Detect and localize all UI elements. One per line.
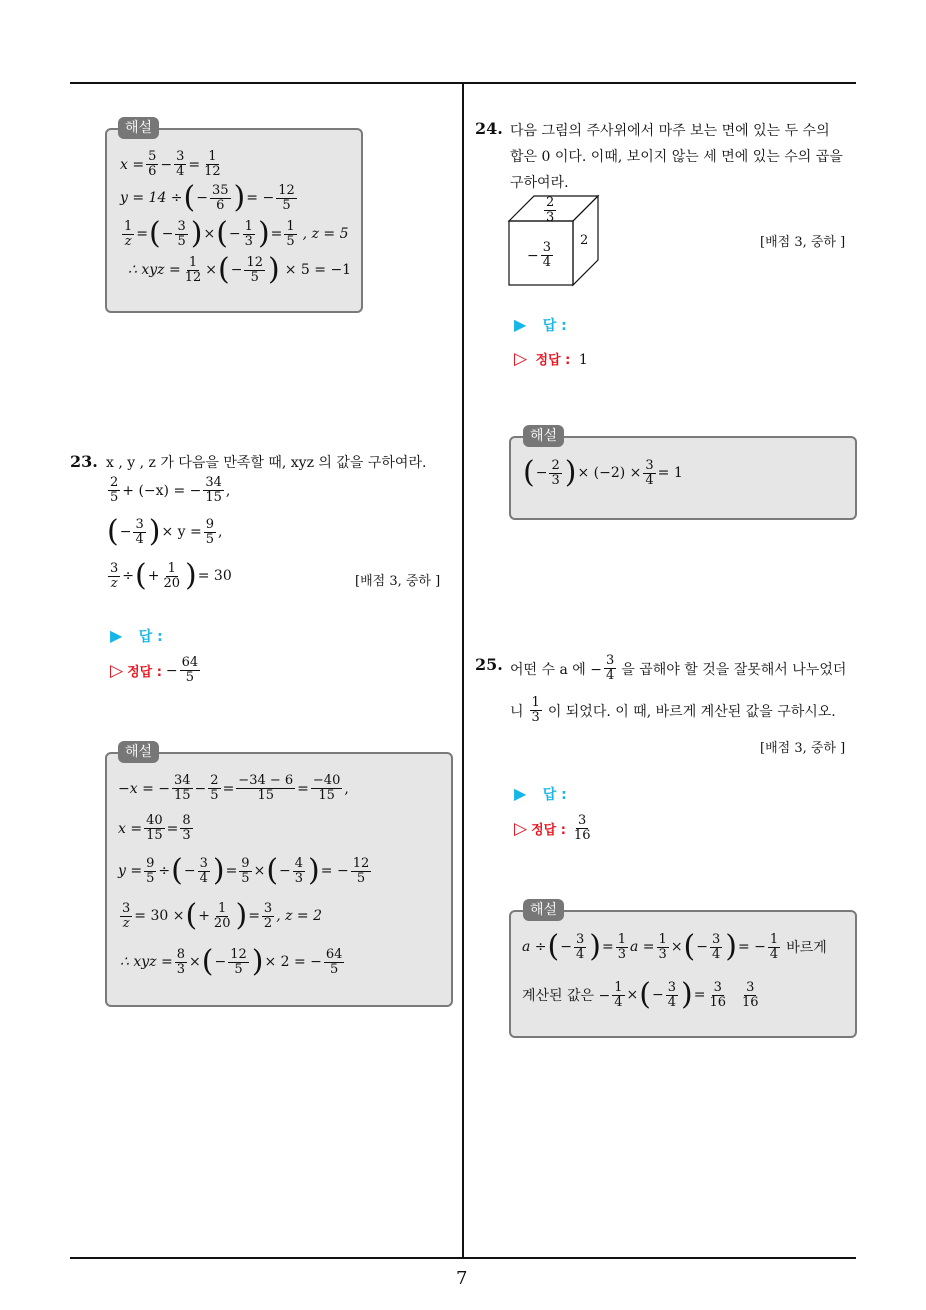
die-top-value: $\frac{2}{3}$	[546, 195, 555, 225]
play-icon: ▶	[110, 626, 123, 645]
q23-sol-line3: y = $\frac{9}{5}$ ÷ ( − $\frac{3}{4}$ ) = $\frac{9}{5}$ × ( − $\frac{4}{3}$ ) = − $\frac{12}{5}$	[118, 853, 370, 888]
q22-sol-line1: x = $\frac{5}{6}$ − $\frac{3}{4}$ = $\frac{1}{12}$	[120, 149, 221, 179]
q24-line3: 구하여라.	[510, 175, 569, 191]
column-divider	[462, 82, 464, 1258]
q25-line1: 어떤 수 a 에 − $\frac{3}{4}$ 을 곱해야 할 것을 잘못해서 나누었더	[510, 653, 847, 683]
q22-solution-tag: 해설	[118, 117, 159, 139]
q25-sol-line2: 계산된 값은 − $\frac{1}{4}$ × ( − $\frac{3}{4}$ ) = $\frac{3}{16}$ $\frac{3}{16}$	[522, 977, 759, 1012]
triangle-outline-icon: ▷	[514, 818, 528, 839]
die-side-value: 2	[580, 233, 589, 248]
die-front-value: − $\frac{3}{4}$	[527, 240, 552, 270]
q23-number: 23.	[70, 452, 98, 471]
q23-correct-row: ▷ 정답 : − $\frac{64}{5}$	[110, 655, 199, 685]
triangle-outline-icon: ▷	[514, 349, 528, 369]
play-icon: ▶	[514, 315, 527, 334]
q25-correct-row: ▷ 정답 : $\frac{3}{16}$	[514, 813, 591, 843]
q24-correct-row: ▷ 정답 : 1	[514, 349, 588, 369]
q22-sol-line2: y = 14 ÷ ( − $\frac{35}{6}$ ) = − $\frac{12}{5}$	[120, 180, 295, 215]
q24-line1: 다음 그림의 주사위에서 마주 보는 면에 있는 두 수의	[510, 123, 830, 139]
q25-score: [배점 3, 중하 ]	[760, 741, 846, 756]
q22-sol-line3: $\frac{1}{z}$ = ( − $\frac{3}{5}$ ) × ( − $\frac{1}{3}$ ) = $\frac{1}{5}$ , z = 5	[124, 216, 349, 251]
q23-answer-row: ▶ 답 :	[110, 626, 163, 645]
q23-condition2: ( − $\frac{3}{4}$ ) × y = $\frac{9}{5}$ ,	[107, 514, 223, 549]
q25-answer-row: ▶ 답 :	[514, 784, 567, 803]
q25-solution-box	[509, 910, 857, 1038]
q24-answer-row: ▶ 답 :	[514, 315, 567, 334]
q22-sol-line4: ∴ xyz = $\frac{1}{12}$ × ( − $\frac{12}{5}$ ) × 5 = −1	[128, 252, 352, 287]
play-icon: ▶	[514, 784, 527, 803]
q23-sol-line1: −x = − $\frac{34}{15}$ − $\frac{2}{5}$ = $\frac{-34 - 6}{15}$ = $\frac{-40}{15}$ ,	[118, 773, 349, 803]
q24-line2: 합은 0 이다. 이때, 보이지 않는 세 면에 있는 수의 곱을	[510, 149, 843, 165]
q23-text: x , y , z 가 다음을 만족할 때, xyz 의 값을 구하여라.	[106, 455, 427, 471]
q25-number: 25.	[475, 655, 503, 674]
q25-line2: 니 $\frac{1}{3}$ 이 되었다. 이 때, 바르게 계산된 값을 구하시오.	[510, 695, 836, 725]
q23-condition1: $\frac{2}{5}$ + (−x) = − $\frac{34}{15}$ ,	[110, 475, 231, 505]
q25-sol-line1: a ÷ ( − $\frac{3}{4}$ ) = $\frac{1}{3}$ a = $\frac{1}{3}$ × ( − $\frac{3}{4}$ ) = − $\frac{1}{4}$ 바르게	[522, 929, 827, 964]
q25-solution-tag: 해설	[523, 899, 564, 921]
q23-sol-line4: $\frac{3}{z}$ = 30 × ( + $\frac{1}{20}$ ) = $\frac{3}{2}$ , z = 2	[122, 898, 323, 933]
triangle-outline-icon: ▷	[110, 660, 124, 681]
q23-condition3: $\frac{3}{z}$ ÷ ( + $\frac{1}{20}$ ) = 30	[110, 558, 232, 593]
bottom-rule	[70, 1257, 856, 1259]
q23-score: [배점 3, 중하 ]	[355, 574, 441, 589]
q23-sol-line2: x = $\frac{40}{15}$ = $\frac{8}{3}$	[118, 813, 191, 843]
q23-sol-line5: ∴ xyz = $\frac{8}{3}$ × ( − $\frac{12}{5}$ ) × 2 = − $\frac{64}{5}$	[120, 944, 343, 979]
q24-solution-tag: 해설	[523, 425, 564, 447]
q24-sol-line: ( − $\frac{2}{3}$ ) × (−2) × $\frac{3}{4}$ = 1	[523, 455, 683, 490]
q24-score: [배점 3, 중하 ]	[760, 235, 846, 250]
page-number: 7	[456, 1268, 468, 1289]
q23-solution-tag: 해설	[118, 741, 159, 763]
q24-number: 24.	[475, 119, 503, 138]
